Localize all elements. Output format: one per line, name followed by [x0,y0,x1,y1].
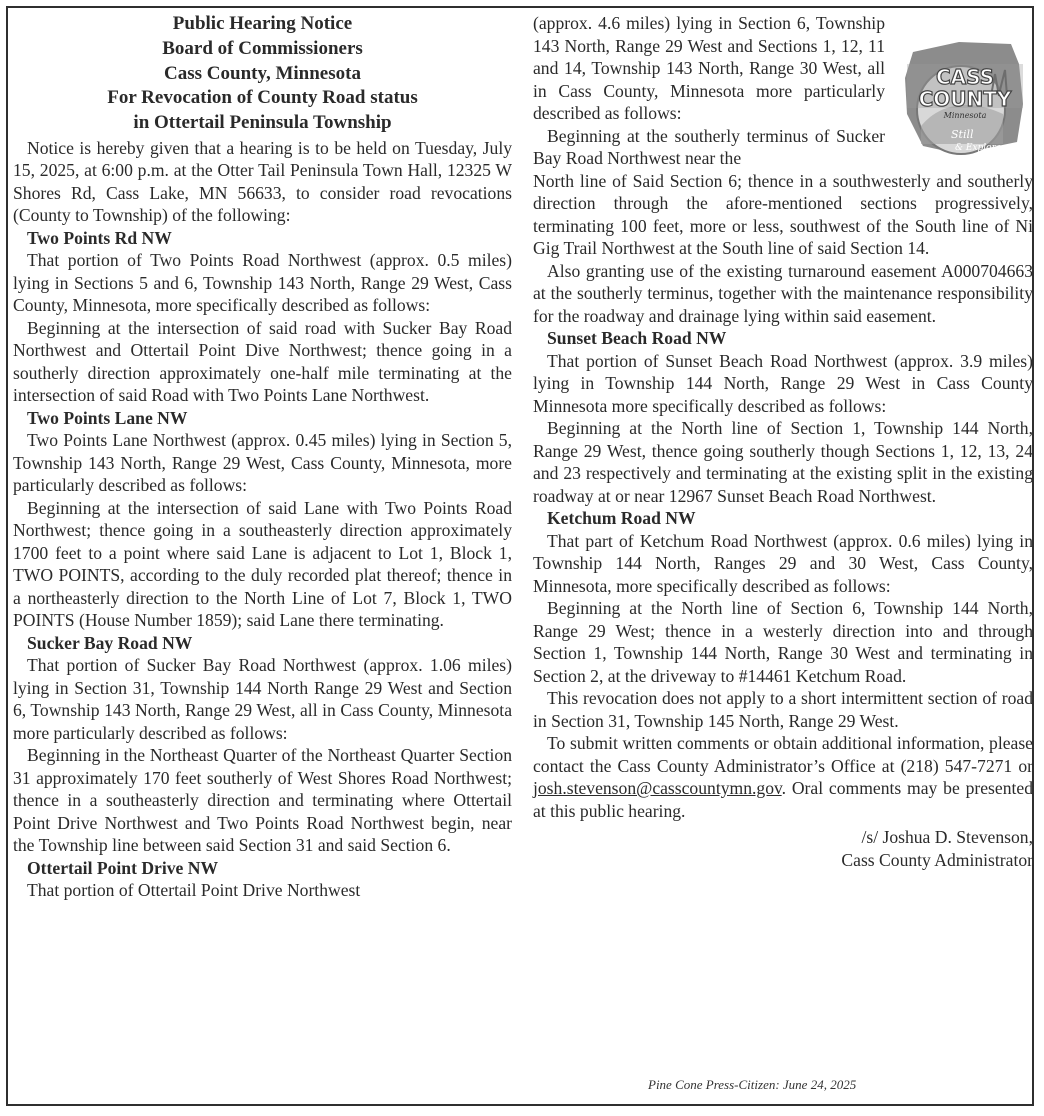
sunset-beach-description: That portion of Sunset Beach Road Northwest (approx. 3.9 miles) lying in Township 144 North, Range 29 West in Cass County Minnesota more specifically described as follows: [533,350,1033,416]
two-points-lane-legal: Beginning at the intersection of said Lane with Two Points Road Northwest; thence going in a southeasterly direction approximately 1700 feet to a point where said Lane is adjacent to Lot 1, Block 1, TWO POINTS, according to the duly recorded plat thereof; thence in a northeasterly direction to the North Line of Lot 7, Block 1, TWO POINTS (House Number 1859); said Lane there terminating. [13,497,512,631]
title-line-2: Board of Commissioners [162,37,363,59]
ottertail-point-legal-b: North line of Said Section 6; thence in a southwesterly and southerly direction through the afore-mentioned sections progressively, terminating 100 feet, more or less, southwest of the South line of Ni Gig Trail Northwest at the South line of said Section 14. [533,170,1033,258]
heading-ketchum: Ketchum Road NW [547,508,696,528]
sucker-bay-description: That portion of Sucker Bay Road Northwest (approx. 1.06 miles) lying in Section 31, Township 144 North Range 29 West and Section 6, Township 143 North, Range 29 West, all in Cass County, Minnesota more particularly described as follows: [13,655,512,743]
logo-word-minnesota: Minnesota [943,111,987,120]
title-line-5: in Ottertail Peninsula Township [133,112,392,134]
contact-text-before: To submit written comments or obtain additional information, please contact the Cass County Administrator’s Office at (218) 547-7271 or [533,733,1033,776]
title-line-4: For Revocation of County Road status [107,87,418,109]
two-points-rd-legal: Beginning at the intersection of said road with Sucker Bay Road Northwest and Ottertail Point Dive Northwest; thence going in a southerly direction approximately one-half mile terminating at the intersection of said Road with Two Points Lane Northwest. [13,317,512,406]
ketchum-legal: Beginning at the North line of Section 6, Township 144 North, Range 29 West; thence in a westerly direction into and through Section 1, Township 144 North, Range 30 West and terminating in Section 2, at the driveway to #14461 Ketchum Road. [533,598,1033,686]
logo-word-cass: CASS [935,65,995,89]
intro-paragraph: Notice is hereby given that a hearing is to be held on Tuesday, July 15, 2025, at 6:00 p.m. at the Otter Tail Peninsula Town Hall, 12325 W Shores Rd, Cass Lake, MN 56633, to consider road revocations (County to Township) of the following: [13,137,512,226]
ketchum-exception: This revocation does not apply to a short intermittent section of road in Section 31, Township 145 North, Range 29 West. [533,688,1033,731]
ottertail-point-legal-a: Beginning at the southerly terminus of Sucker Bay Road Northwest near the [533,125,885,168]
ottertail-point-description-start: That portion of Ottertail Point Drive Northwest [27,880,361,901]
cass-county-logo [899,34,1031,164]
two-points-lane-description: Two Points Lane Northwest (approx. 0.45 miles) lying in Section 5, Township 143 North, Range 29 West, Cass County, Minnesota, more particularly described as follows: [13,430,512,496]
sucker-bay-legal: Beginning in the Northeast Quarter of the Northeast Quarter Section 31 approximately 170 feet southerly of West Shores Road Northwest; thence in a southeasterly direction and terminating where Ottertail Point Drive Northwest and Two Points Road Northwest begin, near the Township line between said Section 31 and said Section 6. [13,745,512,856]
signature-block [533,826,1033,871]
title-line-1: Public Hearing Notice [172,13,353,34]
title-line-3: Cass County, Minnesota [164,62,361,84]
left-column [13,12,512,902]
signature-name: /s/ Joshua D. Stevenson, [861,827,1033,847]
logo-script-2: & Explore [955,143,1002,153]
heading-two-points-lane: Two Points Lane NW [27,407,188,428]
heading-sucker-bay: Sucker Bay Road NW [27,632,193,653]
heading-two-points-rd: Two Points Rd NW [27,227,172,248]
signature-title: Cass County Administrator [841,849,1033,870]
contact-text-after: . Oral comments may be presented at this public hearing. [533,778,1033,821]
logo-word-county: COUNTY [918,87,1012,111]
contact-email-link[interactable]: josh.stevenson@casscountymn.gov [533,778,782,798]
ketchum-description: That part of Ketchum Road Northwest (approx. 0.6 miles) lying in Township 144 North, Ranges 29 and 30 West, Cass County, Minnesota, more specifically described as follows: [533,530,1033,596]
contact-paragraph [533,732,1033,822]
heading-sunset-beach: Sunset Beach Road NW [547,328,727,348]
legal-notice [6,6,1034,1106]
two-points-rd-description: That portion of Two Points Road Northwest (approx. 0.5 miles) lying in Sections 5 and 6, Township 143 North, Range 29 West, Cass County, Minnesota, more specifically described as follows: [13,250,512,316]
notice-title [13,12,512,136]
sunset-beach-legal: Beginning at the North line of Section 1, Township 144 North, Range 29 West, thence going southerly though Sections 1, 12, 13, 24 and 23 respectively and terminating at the existing split in the existing roadway at or near 12967 Sunset Beach Road Northwest. [533,418,1033,506]
ottertail-point-easement: Also granting use of the existing turnaround easement A000704663 at the southerly terminus, together with the maintenance responsibility for the roadway and drainage lying within said easement. [533,260,1033,326]
ottertail-point-description-cont: (approx. 4.6 miles) lying in Section 6, Township 143 North, Range 29 West and Sections 1, 12, 11 and 14, Township 143 North, Range 30 West, all in Cass County, Minnesota more particularly described as follows: [533,13,885,123]
right-column [533,12,1033,871]
cass-county-logo-graphic [899,34,1031,164]
heading-ottertail-point: Ottertail Point Drive NW [27,857,219,878]
publication-credit: Pine Cone Press-Citizen: June 24, 2025 [648,1077,857,1092]
logo-script-1: Still [951,128,974,141]
